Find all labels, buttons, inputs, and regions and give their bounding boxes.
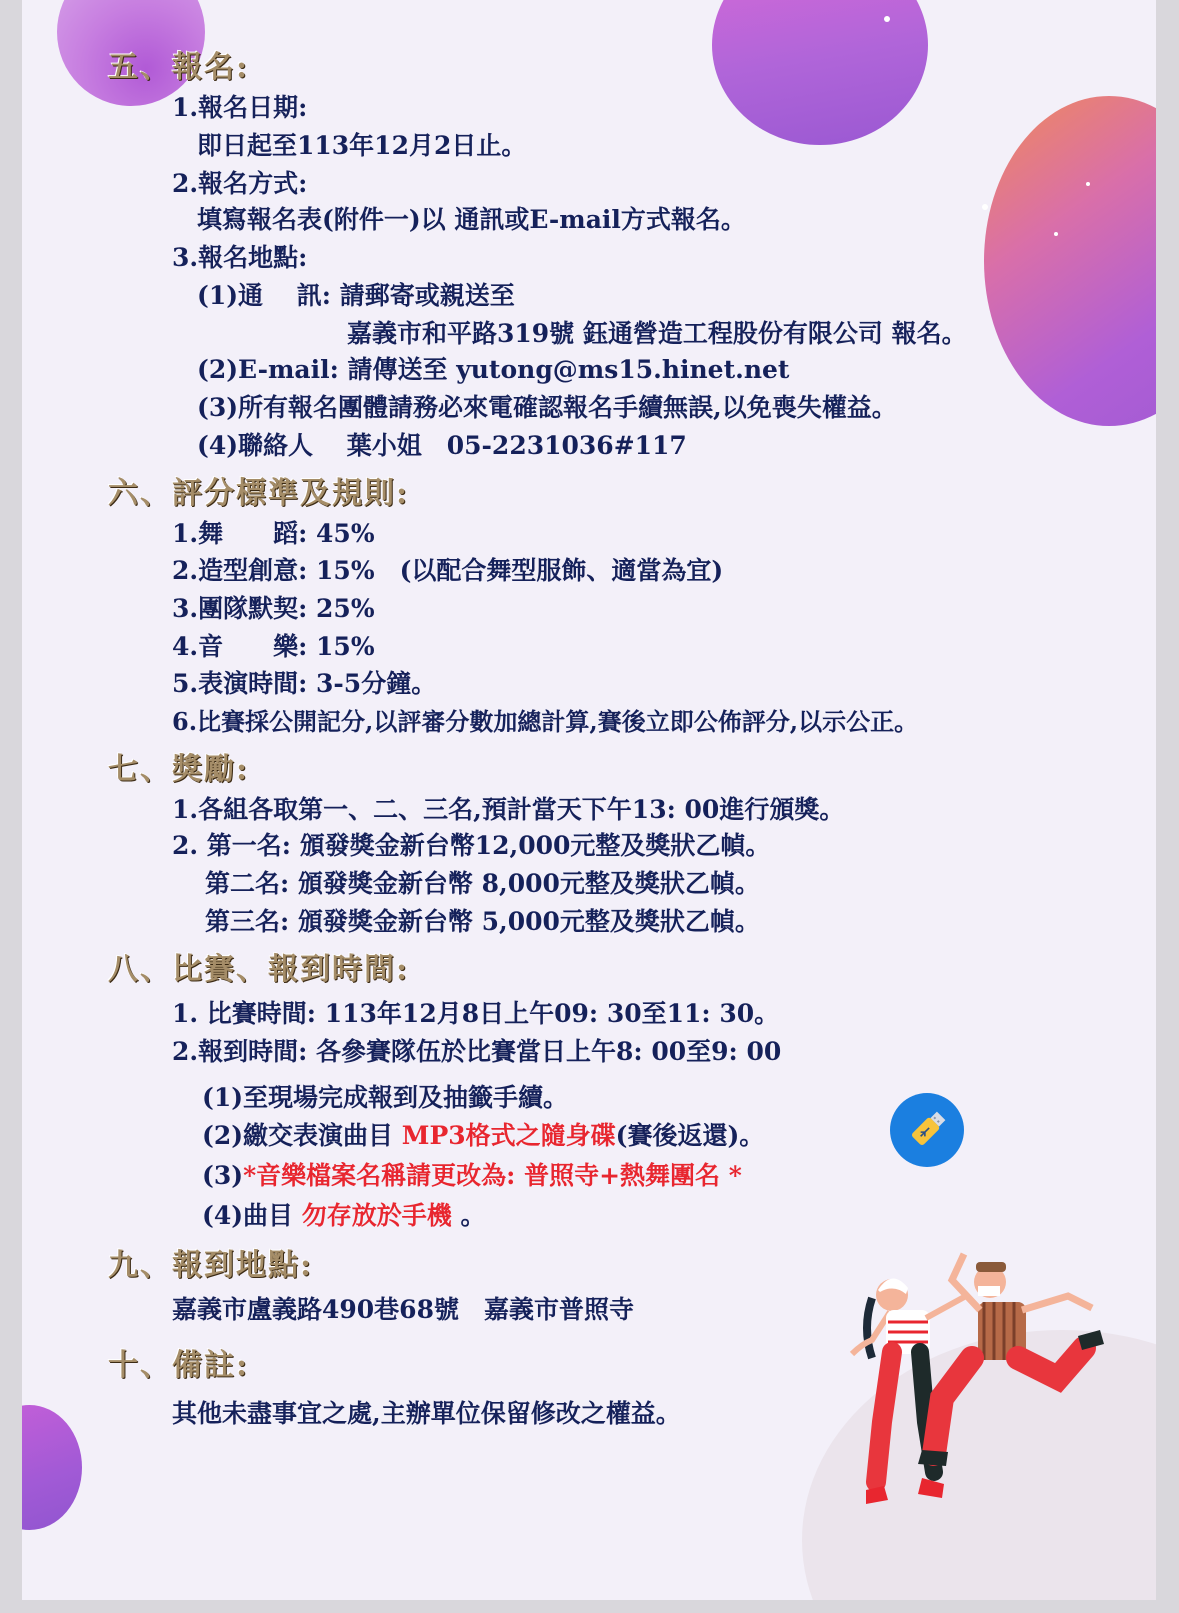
schedule-match-time: 1. 比賽時間: 113年12月8日上午09: 30至11: 30。	[172, 999, 780, 1028]
awards-item: 第二名: 頒發獎金新台幣 8,000元整及獎狀乙幀。	[205, 869, 760, 898]
registration-confirm-line: (3)所有報名團體請務必來電確認報名手續無誤,以免喪失權益。	[197, 393, 897, 422]
venue-address: 嘉義市盧義路490巷68號 嘉義市普照寺	[172, 1295, 634, 1324]
schedule-sub-text: (2)繳交表演曲目	[202, 1121, 402, 1150]
registration-method-label: 2.報名方式:	[172, 169, 308, 198]
registration-mail-line: (1)通 訊: 請郵寄或親送至	[197, 281, 515, 310]
decor-circle-right	[984, 96, 1156, 426]
section-heading-venue: 九、報到地點:	[108, 1248, 314, 1283]
schedule-checkin-time: 2.報到時間: 各參賽隊伍於比賽當日上午8: 00至9: 00	[172, 1037, 782, 1066]
usb-flash-drive-icon	[890, 1093, 964, 1167]
sparkle	[982, 204, 988, 210]
schedule-sub-highlight: 勿存放於手機	[301, 1201, 452, 1230]
poster	[22, 0, 1156, 1600]
schedule-sub-item	[202, 1156, 742, 1192]
schedule-sub-text: (賽後返還)。	[615, 1121, 765, 1150]
registration-contact-line: (4)聯絡人 葉小姐 05-2231036#117	[197, 431, 687, 460]
schedule-sub-text: (4)曲目	[202, 1201, 302, 1230]
registration-mail-address: 嘉義市和平路319號 鈺通營造工程股份有限公司 報名。	[347, 319, 967, 348]
scoring-item: 4.音 樂: 15%	[172, 632, 375, 661]
schedule-sub-item	[202, 1196, 486, 1232]
section-heading-awards: 七、獎勵:	[108, 752, 250, 787]
awards-item: 第三名: 頒發獎金新台幣 5,000元整及獎狀乙幀。	[205, 907, 760, 936]
awards-item: 2. 第一名: 頒發獎金新台幣12,000元整及獎狀乙幀。	[172, 831, 771, 860]
awards-item: 1.各組各取第一、二、三名,預計當天下午13: 00進行頒獎。	[172, 795, 845, 824]
notes-text: 其他未盡事宜之處,主辦單位保留修改之權益。	[172, 1399, 681, 1428]
registration-date-value: 即日起至113年12月2日止。	[197, 131, 527, 160]
section-heading-registration: 五、報名:	[108, 50, 250, 85]
dancers-illustration	[822, 1240, 1122, 1540]
scoring-item: 2.造型創意: 15% (以配合舞型服飾、適當為宜)	[172, 556, 724, 585]
registration-place-label: 3.報名地點:	[172, 243, 308, 272]
scoring-item: 6.比賽採公開記分,以評審分數加總計算,賽後立即公佈評分,以示公正。	[172, 707, 919, 736]
registration-email-line: (2)E-mail: 請傳送至 yutong@ms15.hinet.net	[197, 355, 790, 384]
schedule-sub-highlight: *音樂檔案名稱請更改為: 普照寺+熱舞團名 *	[243, 1161, 742, 1190]
decor-circle-top-right	[712, 0, 928, 145]
sparkle	[884, 16, 890, 22]
section-heading-scoring: 六、評分標準及規則:	[108, 476, 410, 511]
schedule-sub-item: (1)至現場完成報到及抽籤手續。	[202, 1083, 569, 1112]
sparkle	[1086, 182, 1090, 186]
scoring-item: 1.舞 蹈: 45%	[172, 519, 375, 548]
section-heading-schedule: 八、比賽、報到時間:	[108, 952, 410, 987]
registration-method-value: 填寫報名表(附件一)以 通訊或E-mail方式報名。	[197, 205, 746, 234]
section-heading-notes: 十、備註:	[108, 1348, 250, 1383]
schedule-sub-text: 。	[451, 1201, 486, 1230]
schedule-sub-item	[202, 1116, 764, 1152]
sparkle	[1054, 232, 1058, 236]
scoring-item: 3.團隊默契: 25%	[172, 594, 375, 623]
schedule-sub-text: (3)	[202, 1161, 244, 1190]
schedule-sub-highlight: MP3格式之隨身碟	[401, 1121, 616, 1150]
registration-date-label: 1.報名日期:	[172, 93, 308, 122]
decor-circle-bottom-left	[22, 1405, 82, 1530]
scoring-item: 5.表演時間: 3-5分鐘。	[172, 669, 437, 698]
